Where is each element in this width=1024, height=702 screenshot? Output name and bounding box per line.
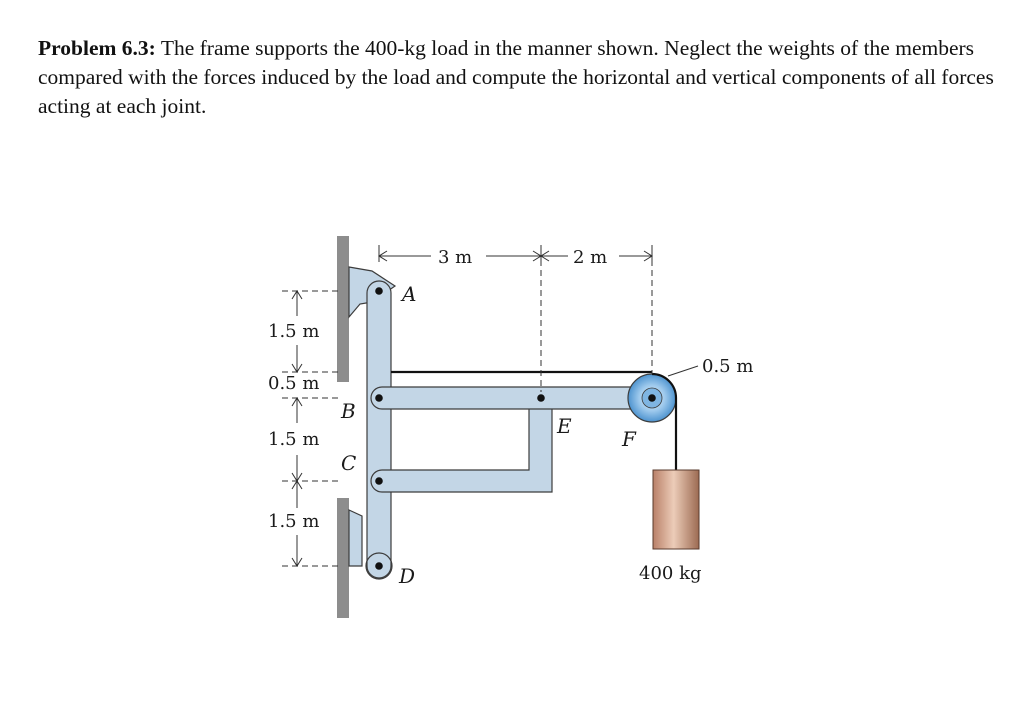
wall — [337, 236, 349, 618]
label-c: C — [341, 451, 357, 475]
label-b: B — [341, 399, 356, 423]
load-label: 400 kg — [639, 563, 702, 584]
problem-text: The frame supports the 400-kg load in the manner shown. Neglect the weights of the members compared with the forces induced by the load and compute the horizontal and vertical components of all forces acting at each joint. — [38, 36, 994, 118]
member-ce — [371, 397, 552, 492]
pin-f — [648, 394, 656, 402]
label-a: A — [402, 282, 417, 306]
member-ad — [367, 281, 391, 578]
pin-e — [537, 394, 545, 402]
pins — [366, 287, 656, 579]
dim-horiz-1: 3 m — [438, 247, 473, 268]
pin-c — [375, 477, 383, 485]
label-e: E — [557, 414, 572, 438]
label-f: F — [622, 427, 636, 451]
dim-pulley-radius: 0.5 m — [702, 356, 754, 377]
dim-vert-2: 0.5 m — [268, 373, 320, 394]
dim-vert-1: 1.5 m — [268, 321, 320, 342]
dim-vert-3: 1.5 m — [268, 429, 320, 450]
bracket-d — [349, 510, 362, 566]
pin-a — [375, 287, 383, 295]
member-bf — [371, 387, 658, 409]
dim-vert-4: 1.5 m — [268, 511, 320, 532]
pin-d — [375, 562, 383, 570]
label-d: D — [399, 564, 416, 588]
pin-b — [375, 394, 383, 402]
dim-horiz-2: 2 m — [573, 247, 608, 268]
problem-number: Problem 6.3: — [38, 36, 156, 60]
horizontal-dimensions — [379, 245, 698, 376]
load-block — [653, 470, 699, 549]
